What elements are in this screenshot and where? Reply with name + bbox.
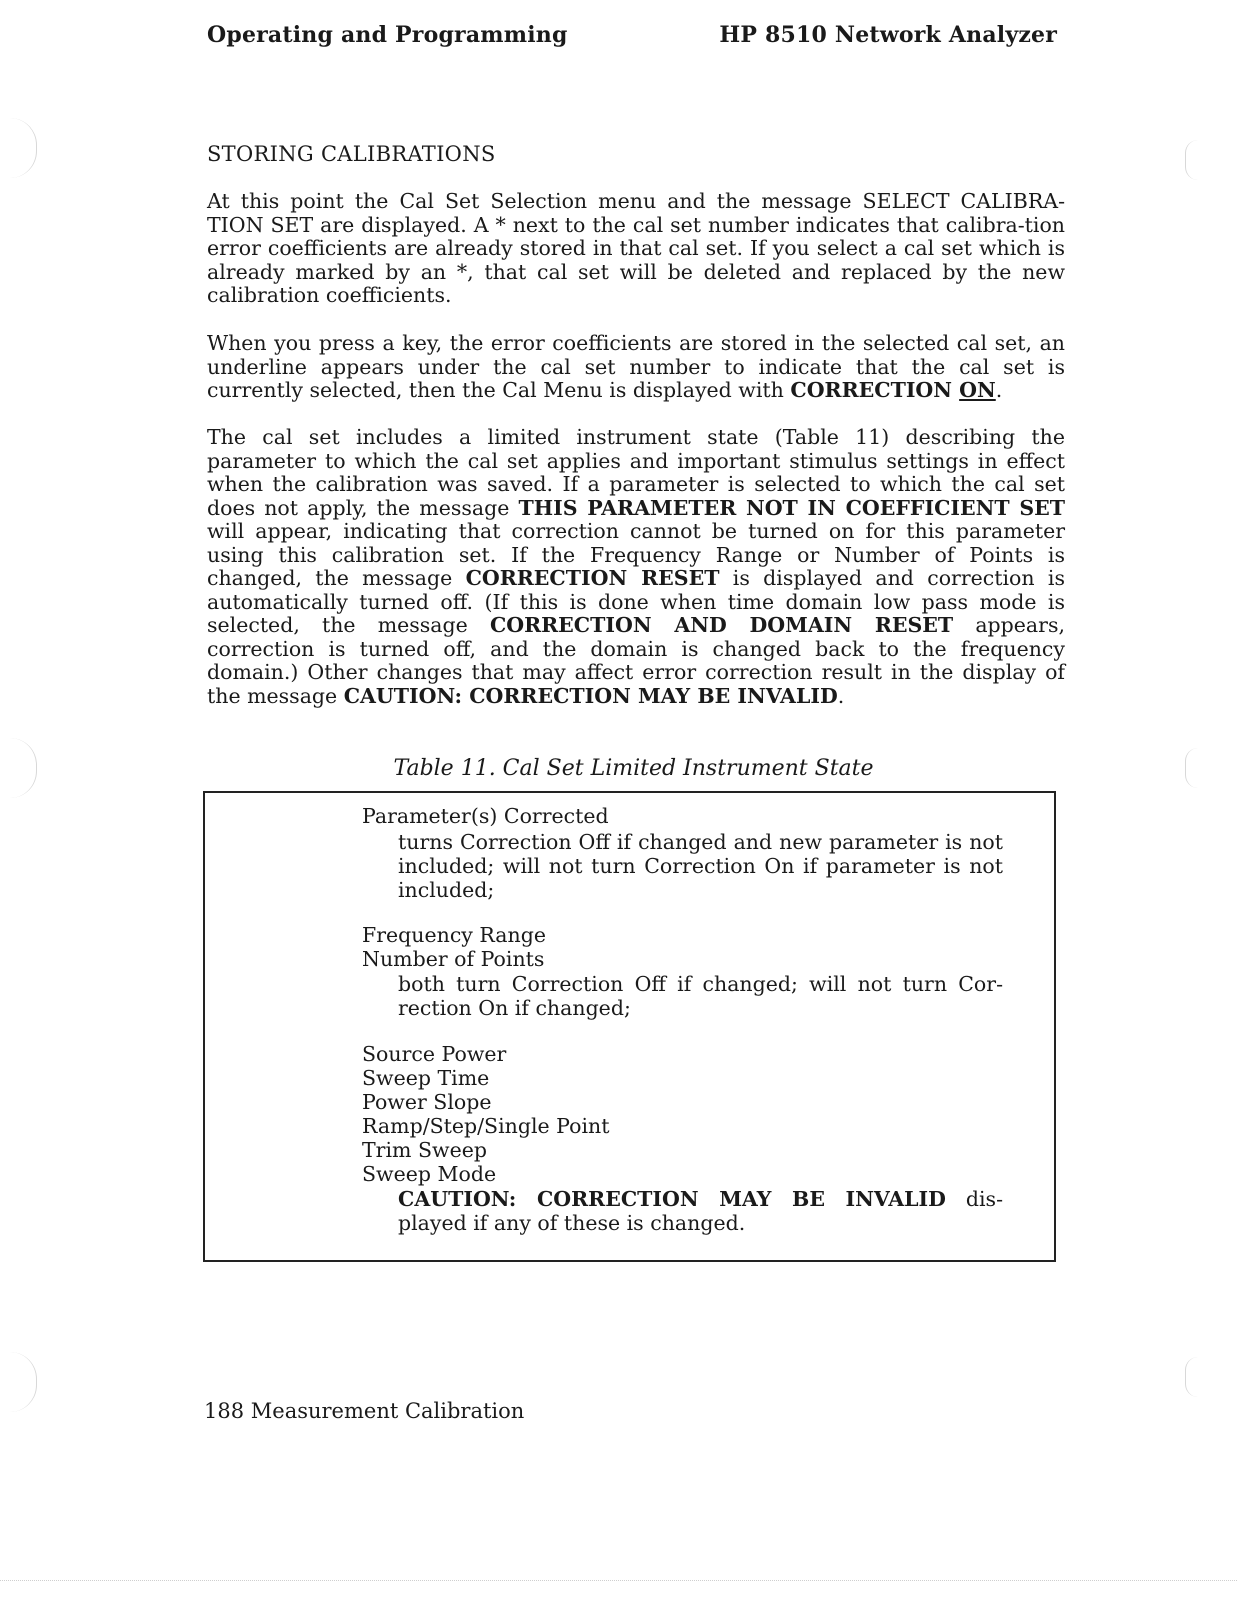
table-item: Sweep Mode — [362, 1162, 497, 1186]
paragraph-store-key — [207, 332, 1065, 403]
binder-hole-mark — [10, 118, 37, 178]
bold-message: CORRECTION AND DOMAIN RESET — [489, 613, 954, 637]
paragraph-text: appears, correction is turned off, and the domain is changed back to the frequency domain.) Other changes that may affect error correction result in the display of the message — [207, 613, 1065, 708]
page-footer: 188 Measurement Calibration — [204, 1399, 525, 1423]
table-item: Number of Points — [362, 947, 545, 971]
bold-message: CAUTION: CORRECTION MAY BE INVALID — [343, 683, 838, 708]
binder-hole-mark — [10, 1352, 37, 1412]
table-item: Ramp/Step/Single Point — [362, 1114, 610, 1138]
bold-message: CAUTION: CORRECTION MAY BE INVALID — [398, 1187, 946, 1211]
paragraph-text: . — [995, 378, 1003, 402]
table-description: both turn Correction Off if changed; will not turn Cor-rection On if changed; — [398, 972, 1003, 1020]
binder-hole-mark — [1185, 748, 1198, 788]
running-header-right: HP 8510 Network Analyzer — [719, 22, 1057, 48]
binder-hole-mark — [1185, 1357, 1198, 1397]
table-item: Sweep Time — [362, 1066, 490, 1090]
table-item: Source Power — [362, 1042, 507, 1066]
table-item: Frequency Range — [362, 923, 546, 947]
binder-hole-mark — [1185, 140, 1198, 180]
table-description: turns Correction Off if changed and new parameter is not included; will not turn Correction On if parameter is not included; — [398, 830, 1003, 902]
binder-hole-mark — [10, 738, 37, 798]
table-item: Power Slope — [362, 1090, 492, 1114]
paragraph-intro: At this point the Cal Set Selection menu and the message SELECT CALIBRA-TION SET are displayed. A * next to the cal set number indicates that calibra-tion error coefficients are already stored in that cal set. If you select a cal set which is already marked by an *, that cal set will be deleted and replaced by the new calibration coefficients. — [207, 189, 1065, 307]
paragraph-text: will appear, indicating that correction cannot be turned on for this parameter using this calibration set. If the Frequency Range or Number of Points is changed, the message — [207, 519, 1065, 590]
table-caption: Table 11. Cal Set Limited Instrument State — [393, 756, 874, 781]
scan-edge-line — [0, 1580, 1237, 1581]
table-item: Trim Sweep — [362, 1138, 487, 1162]
bold-message: CORRECTION — [790, 378, 960, 402]
table-description — [398, 1187, 1003, 1235]
table-box — [203, 791, 1056, 1262]
bold-message: CORRECTION RESET — [465, 566, 720, 590]
paragraph-text: . — [837, 683, 845, 708]
section-title: STORING CALIBRATIONS — [207, 142, 496, 166]
paragraph-text: dis-played if any of these is changed. — [398, 1187, 1003, 1235]
paragraph-text: When you press a key, the error coefficients are stored in the selected cal set, an underline appears under the cal set number to indicate that the cal set is currently selected, then the Cal Menu is displayed with — [207, 331, 1065, 402]
bold-underlined-on: ON — [959, 378, 996, 402]
paragraph-text: The cal set includes a limited instrument state (Table 11) describing the parameter to which the cal set applies and important stimulus settings in effect when the calibration was saved. If a parameter is selected to which the cal set does not apply, the message — [207, 425, 1065, 520]
paragraph-limited-state — [207, 426, 1065, 708]
table-item: Parameter(s) Corrected — [362, 804, 609, 828]
running-header-left: Operating and Programming — [207, 22, 568, 48]
paragraph-text: is displayed and correction is automatically turned off. (If this is done when time domain low pass mode is selected, the message — [207, 566, 1065, 637]
bold-message: THIS PARAMETER NOT IN COEFFICIENT SET — [518, 495, 1066, 520]
